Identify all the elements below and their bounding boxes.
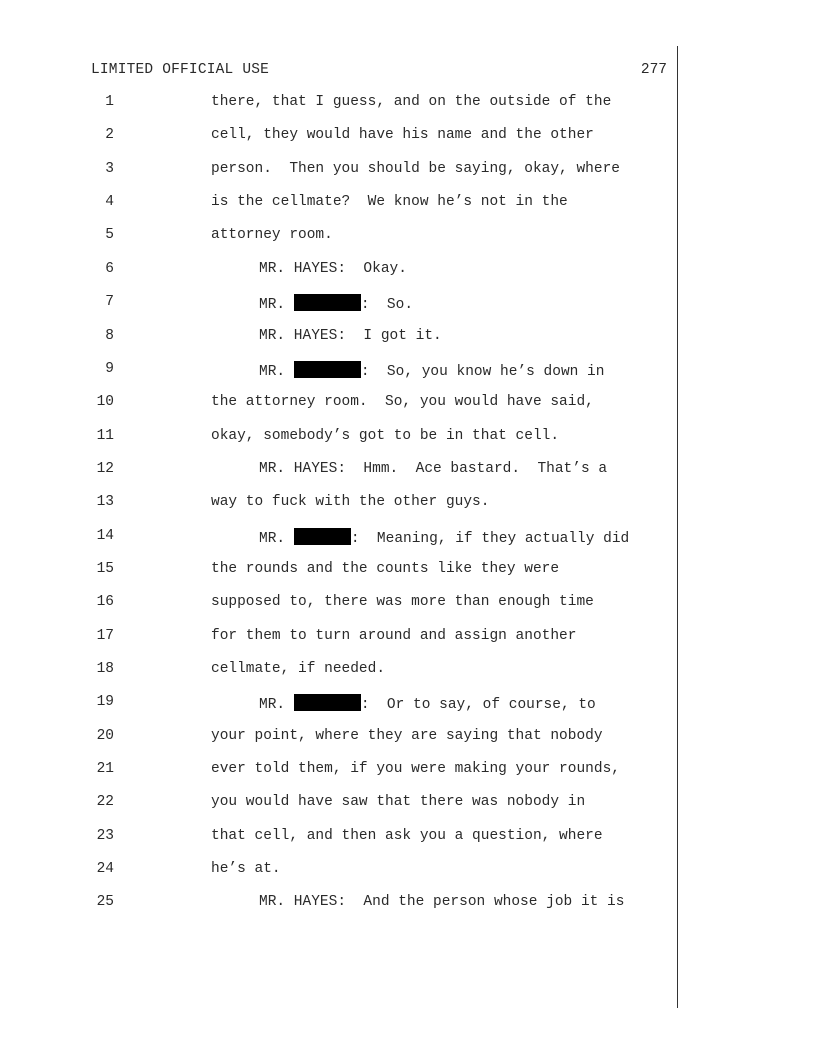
transcript-line <box>0 794 680 814</box>
transcript-line <box>0 728 680 748</box>
line-number: 2 <box>105 127 114 144</box>
transcript-line <box>0 494 680 514</box>
redaction-block <box>294 694 361 711</box>
speaker-prefix: MR. <box>259 363 294 380</box>
line-number: 14 <box>96 527 114 544</box>
line-text: person. Then you should be saying, okay, where <box>211 160 620 177</box>
transcript-line <box>0 861 680 881</box>
transcript-line <box>0 528 680 548</box>
line-number: 24 <box>96 861 114 878</box>
line-text: that cell, and then ask you a question, where <box>211 827 603 844</box>
line-number: 16 <box>96 594 114 611</box>
transcript-line <box>0 894 680 914</box>
redaction-block <box>294 528 351 545</box>
line-number: 1 <box>105 94 114 110</box>
speaker-line-text: MR. HAYES: And the person whose job it is <box>259 894 625 911</box>
speaker-suffix-text: : Meaning, if they actually did <box>350 530 630 547</box>
line-number: 7 <box>105 294 114 311</box>
classification-header: LIMITED OFFICIAL USE <box>91 62 270 78</box>
line-number: 10 <box>96 394 114 411</box>
speaker-line-text: MR. HAYES: I got it. <box>259 327 442 344</box>
line-number: 21 <box>96 761 114 777</box>
transcript-line <box>0 428 680 448</box>
speaker-line-text: MR. HAYES: Hmm. Ace bastard. That’s a <box>259 460 608 477</box>
line-number: 15 <box>96 560 114 577</box>
speaker-prefix: MR. <box>259 697 294 714</box>
line-text: the rounds and the counts like they were <box>211 560 560 577</box>
line-text: attorney room. <box>211 227 333 244</box>
line-number: 25 <box>96 894 114 911</box>
line-text: for them to turn around and assign another <box>211 627 577 644</box>
transcript-line <box>0 361 680 381</box>
transcript-line <box>0 628 680 648</box>
transcript-line <box>0 161 680 181</box>
line-number: 11 <box>96 427 114 444</box>
transcript-line <box>0 594 680 614</box>
redacted-speaker-line <box>259 361 604 380</box>
speaker-prefix: MR. <box>259 297 294 314</box>
transcript-line <box>0 328 680 348</box>
transcript-line <box>0 761 680 781</box>
line-number: 22 <box>96 794 114 811</box>
line-text: okay, somebody’s got to be in that cell. <box>211 427 560 444</box>
line-text: your point, where they are saying that nobody <box>211 727 603 744</box>
line-number: 18 <box>96 661 114 677</box>
transcript-line <box>0 194 680 214</box>
redaction-block <box>294 294 361 311</box>
line-text: is the cellmate? We know he’s not in the <box>211 194 568 211</box>
line-number: 17 <box>96 627 114 644</box>
line-text: ever told them, if you were making your rounds, <box>211 761 620 777</box>
transcript-line <box>0 694 680 714</box>
line-number: 5 <box>105 227 114 244</box>
line-number: 6 <box>105 260 114 277</box>
line-number: 9 <box>105 360 114 377</box>
speaker-line-text: MR. HAYES: Okay. <box>259 260 407 277</box>
transcript-line <box>0 127 680 147</box>
line-text: you would have saw that there was nobody in <box>211 794 586 811</box>
line-text: cellmate, if needed. <box>211 661 386 677</box>
transcript-line <box>0 828 680 848</box>
line-text: way to fuck with the other guys. <box>211 494 490 511</box>
line-number: 12 <box>96 460 114 477</box>
line-number: 19 <box>96 694 114 711</box>
transcript-line <box>0 294 680 314</box>
transcript-line <box>0 561 680 581</box>
line-number: 3 <box>105 160 114 177</box>
transcript-line <box>0 461 680 481</box>
speaker-suffix-text: : Or to say, of course, to <box>360 697 596 714</box>
line-text: the attorney room. So, you would have said, <box>211 394 594 411</box>
speaker-prefix: MR. <box>259 530 294 547</box>
line-number: 20 <box>96 727 114 744</box>
line-number: 23 <box>96 827 114 844</box>
redacted-speaker-line <box>259 294 413 313</box>
redacted-speaker-line <box>259 694 596 713</box>
line-number: 13 <box>96 494 114 511</box>
speaker-suffix-text: : So. <box>360 297 414 314</box>
line-number: 4 <box>105 194 114 211</box>
line-text: supposed to, there was more than enough time <box>211 594 594 611</box>
page-number: 277 <box>640 62 667 78</box>
line-text: he’s at. <box>211 861 281 878</box>
transcript-line <box>0 394 680 414</box>
transcript-line <box>0 261 680 281</box>
transcript-line <box>0 94 680 114</box>
transcript-line <box>0 227 680 247</box>
redaction-block <box>294 361 361 378</box>
line-text: there, that I guess, and on the outside of the <box>211 94 612 110</box>
transcript-line <box>0 661 680 681</box>
redacted-speaker-line <box>259 528 629 547</box>
line-number: 8 <box>105 327 114 344</box>
line-text: cell, they would have his name and the other <box>211 127 594 144</box>
speaker-suffix-text: : So, you know he’s down in <box>360 363 605 380</box>
